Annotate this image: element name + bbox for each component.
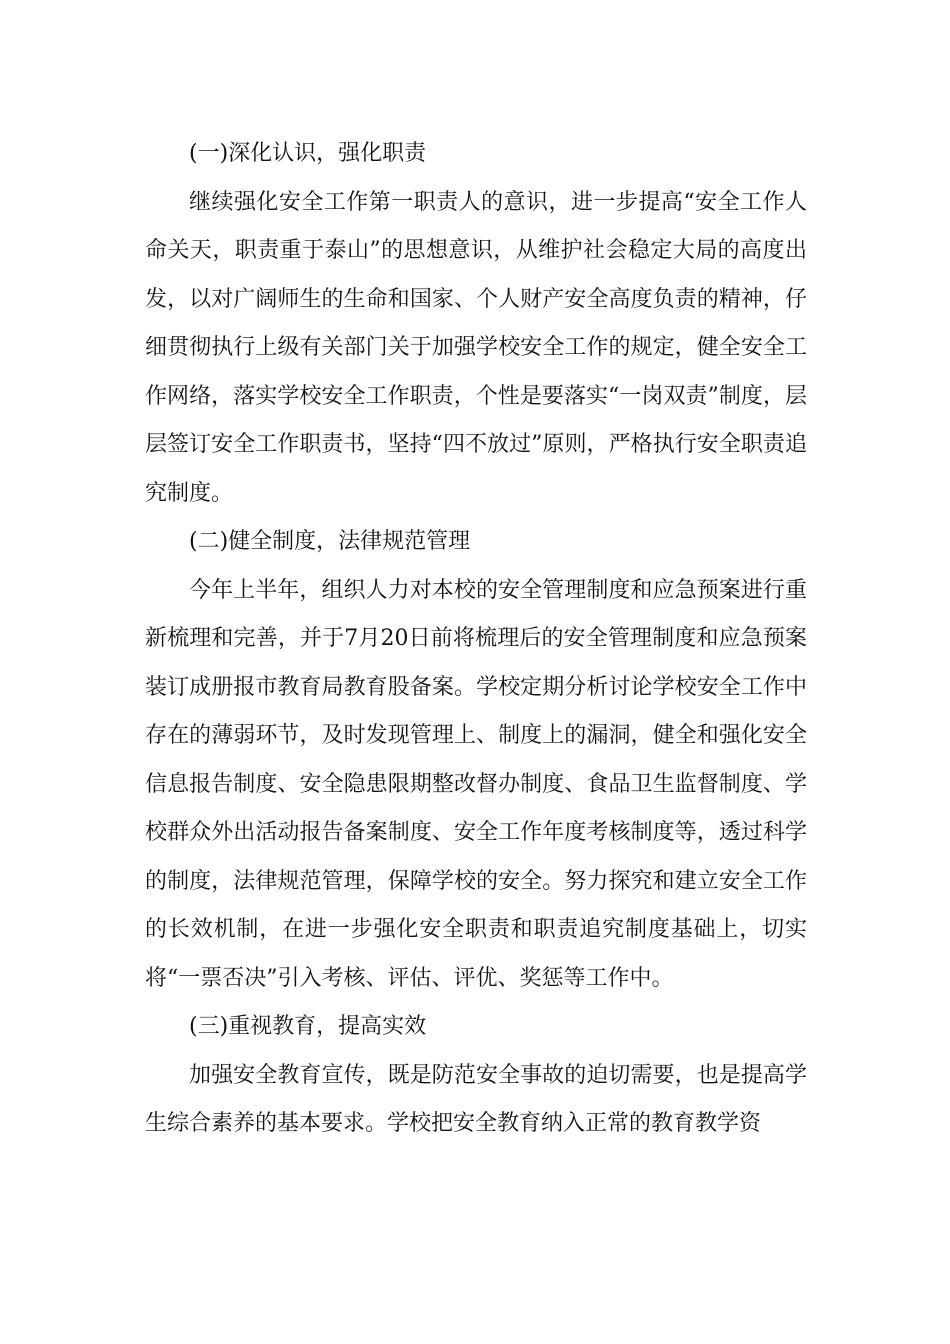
section-paragraph-3: 加强安全教育宣传，既是防范安全事故的迫切需要，也是提高学生综合素养的基本要求。学校把安全教育纳入正常的教育教学资 (145, 1062, 807, 1136)
section-paragraph-1: 继续强化安全工作第一职责人的意识，进一步提高“安全工作人命关天，职责重于泰山”的思想意识，从维护社会稳定大局的高度出发，以对广阔师生的生命和国家、个人财产安全高度负责的精神，仔细贯彻执行上级有关部门关于加强学校安全工作的规定，健全安全工作网络，落实学校安全工作职责，个性是要落实“一岗双责”制度，层层签订安全工作职责书，坚持“四不放过”原则，严格执行安全职责追究制度。 (145, 189, 807, 506)
section-paragraph-2: 今年上半年，组织人力对本校的安全管理制度和应急预案进行重新梳理和完善，并于7月20日前将梳理后的安全管理制度和应急预案装订成册报市教育局教育股备案。学校定期分析讨论学校安全工作中存在的薄弱环节，及时发现管理上、制度上的漏洞，健全和强化安全信息报告制度、安全隐患限期整改督办制度、食品卫生监督制度、学校群众外出活动报告备案制度、安全工作年度考核制度等，透过科学的制度，法律规范管理，保障学校的安全。努力探究和建立安全工作的长效机制，在进一步强化安全职责和职责追究制度基础上，切实将“一票否决”引入考核、评估、评优、奖惩等工作中。 (145, 577, 807, 991)
section-heading-1: (一)深化认识，强化职责 (189, 141, 427, 166)
document-body (145, 130, 807, 1149)
section-heading-3: (三)重视教育，提高实效 (189, 1014, 427, 1039)
section-heading-2: (二)健全制度，法律规范管理 (189, 529, 471, 554)
